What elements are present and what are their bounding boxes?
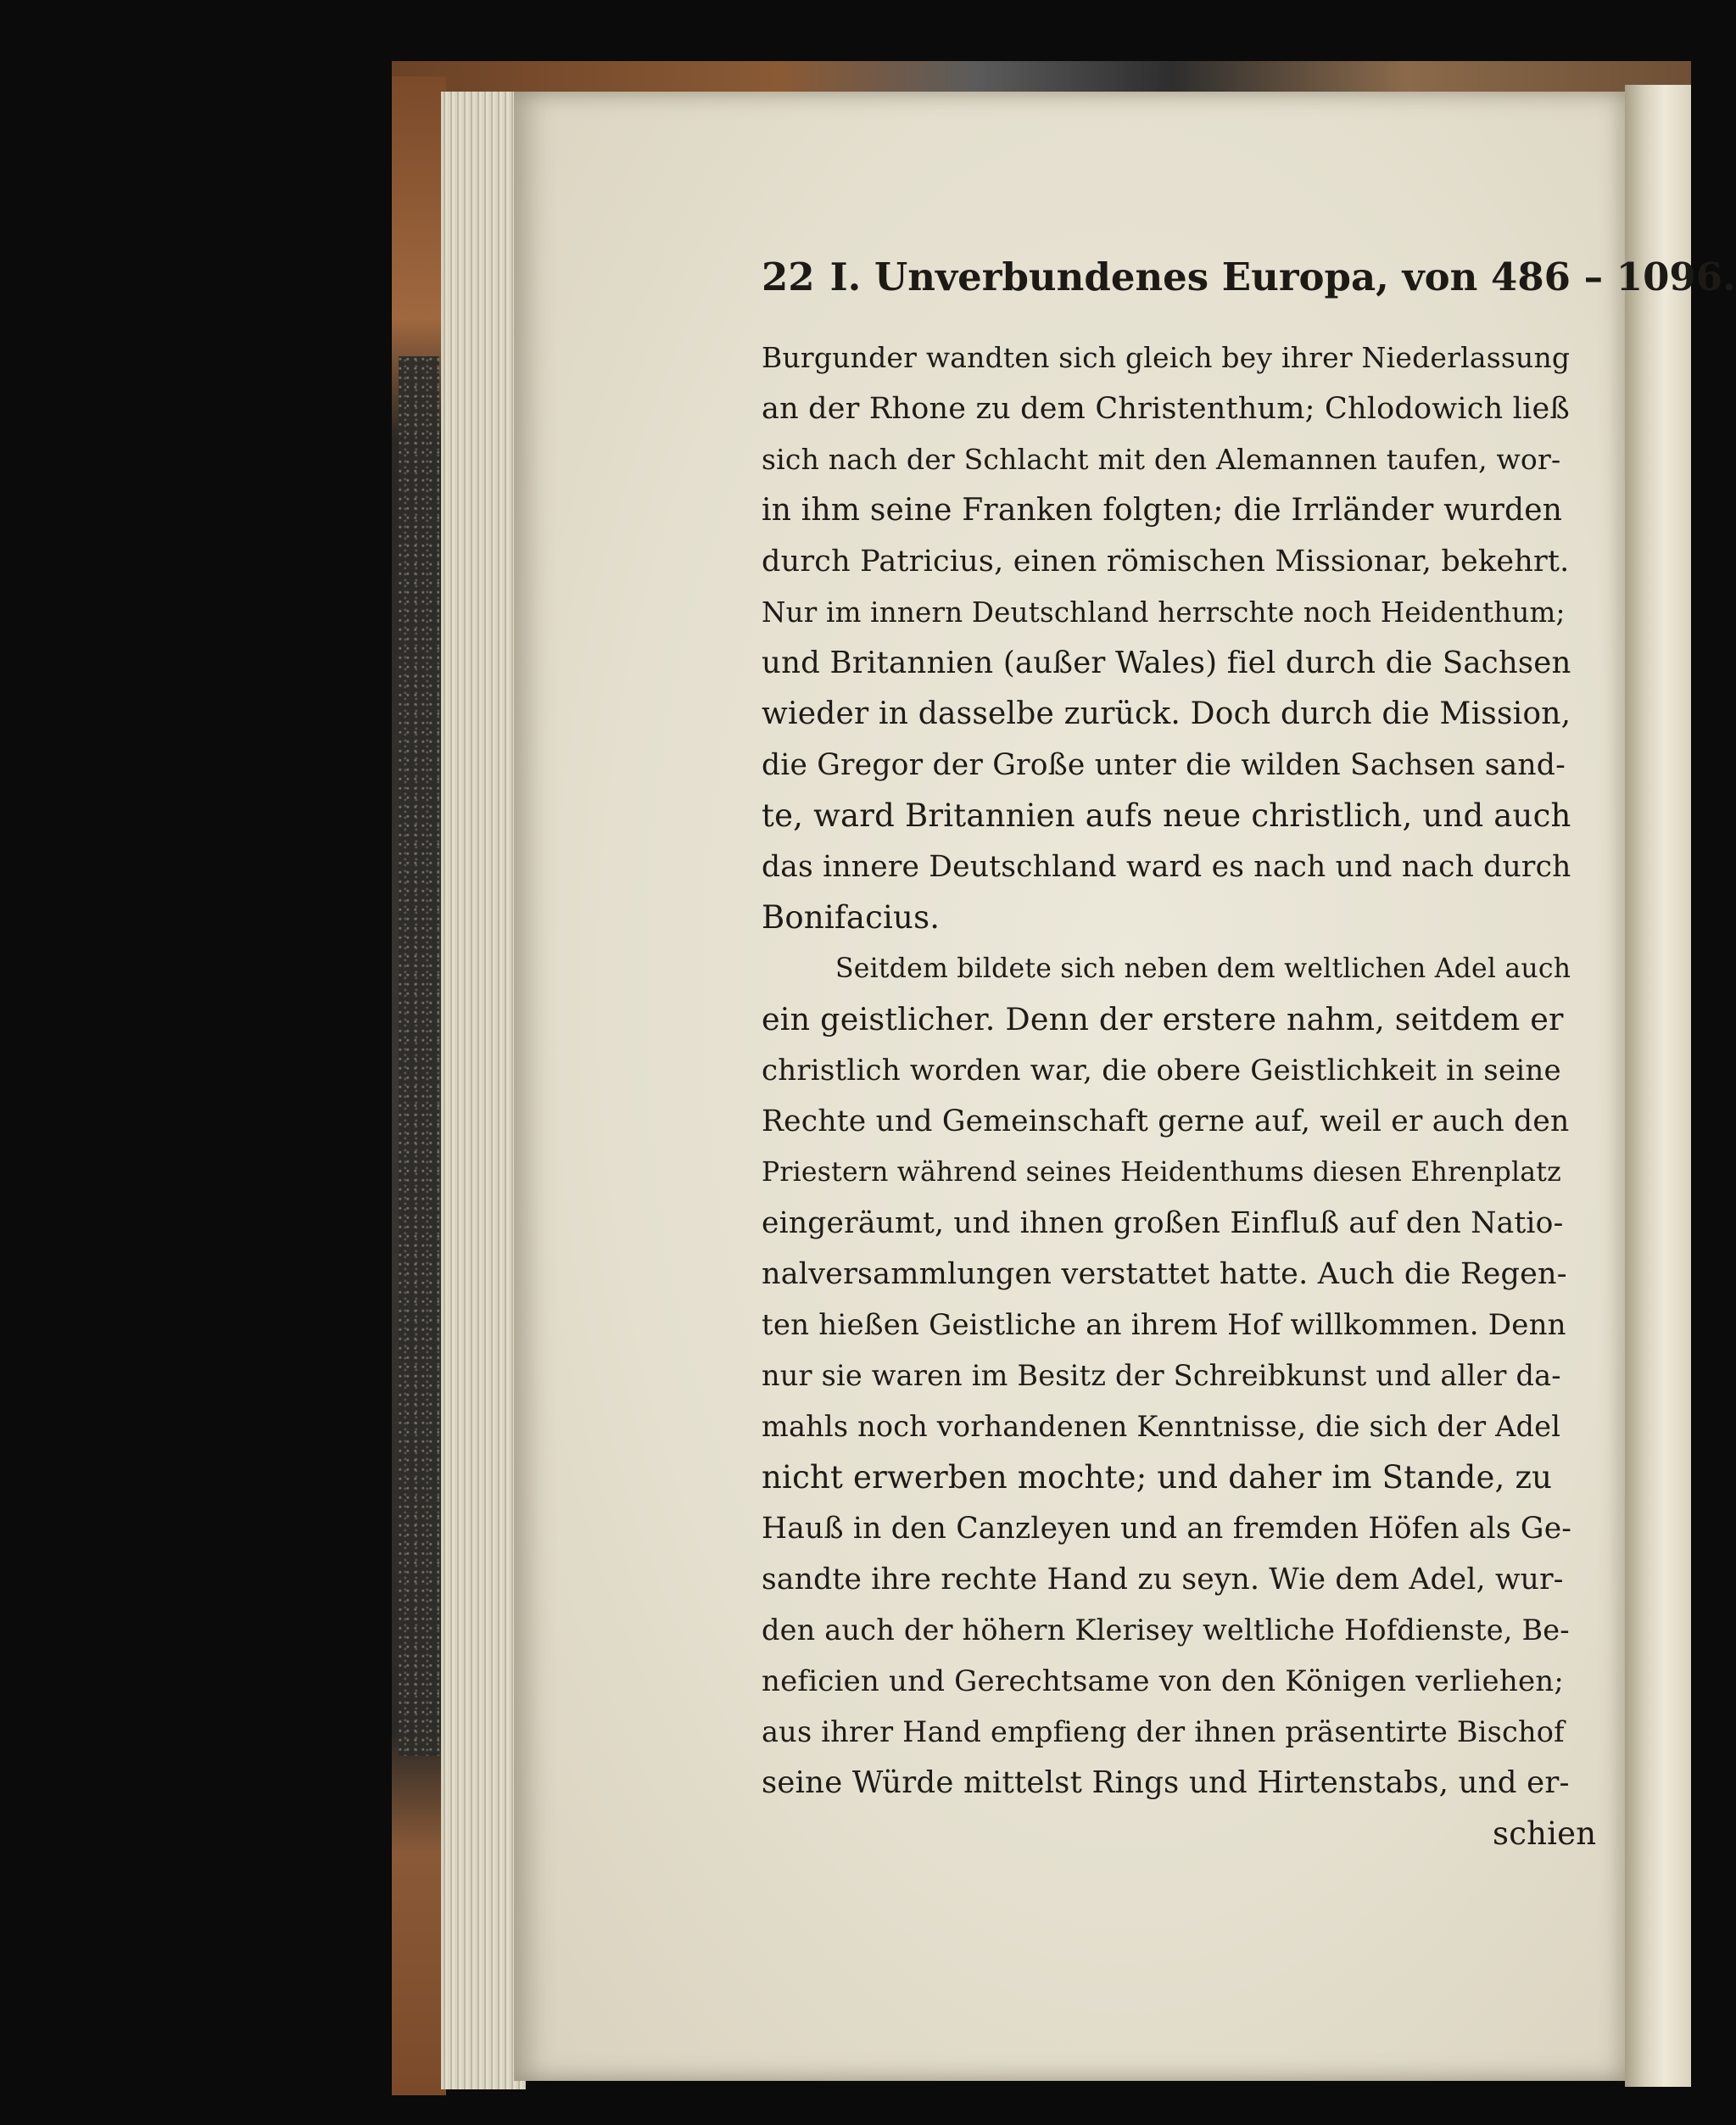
text-line: Nur im innern Deutschland herrschte noch Heidenthum; (762, 596, 1566, 629)
text-line: mahls noch vorhandenen Kenntnisse, die sich der Adel (762, 1410, 1561, 1443)
text-line: das innere Deutschland ward es nach und nach durch (762, 850, 1571, 884)
text-line: Burgunder wandten sich gleich bey ihrer Niederlassung (762, 341, 1571, 374)
text-line: ten hießen Geistliche an ihrem Hof willkommen. Denn (762, 1308, 1566, 1342)
page-stack-edge (441, 92, 526, 2089)
text-line: Rechte und Gemeinschaft gerne auf, weil er auch den (762, 1104, 1570, 1138)
text-line: eingeräumt, und ihnen großen Einfluß auf den Natio- (762, 1206, 1564, 1240)
text-line: den auch der höhern Klerisey weltliche Hofdienste, Be- (762, 1613, 1570, 1647)
text-line: seine Würde mittelst Rings und Hirtenstabs, und er- (762, 1765, 1570, 1800)
text-line: Hauß in den Canzleyen und an fremden Höfen als Ge- (762, 1512, 1572, 1546)
running-title: I. Unverbundenes Europa, von 486 – 1096. (829, 254, 1736, 299)
text-line-indented: Seitdem bildete sich neben dem weltlichen Adel auch (835, 953, 1571, 984)
text-line: sich nach der Schlacht mit den Alemannen taufen, wor- (762, 443, 1561, 476)
text-line: nalversammlungen verstattet hatte. Auch die Regen- (762, 1257, 1567, 1291)
text-line: an der Rhone zu dem Christenthum; Chlodowich ließ (762, 392, 1570, 426)
text-line: christlich worden war, die obere Geistlichkeit in seine (762, 1054, 1561, 1088)
text-line: wieder in dasselbe zurück. Doch durch die Mission, (762, 696, 1571, 731)
text-line: Bonifacius. (762, 899, 941, 936)
facing-page-edge (1625, 85, 1691, 2087)
text-line: und Britannien (außer Wales) fiel durch die Sachsen (762, 646, 1571, 680)
text-line: nicht erwerben mochte; und daher im Stande, zu (762, 1459, 1553, 1496)
text-line: ein geistlicher. Denn der erstere nahm, seitdem er (762, 1001, 1564, 1037)
marbled-spine-pattern (399, 356, 439, 1756)
text-line: aus ihrer Hand empfieng der ihnen präsentirte Bischof (762, 1715, 1565, 1748)
text-line: die Gregor der Große unter die wilden Sachsen sand- (762, 748, 1566, 782)
text-line: te, ward Britannien aufs neue christlich, und auch (762, 797, 1571, 834)
text-line: neficien und Gerechtsame von den Königen verliehen; (762, 1664, 1565, 1698)
catchword: schien (1493, 1815, 1597, 1852)
text-line: in ihm seine Franken folgten; die Irrländer wurden (762, 493, 1563, 528)
text-line: durch Patricius, einen römischen Missionar, bekehrt. (762, 545, 1570, 579)
text-line: Priestern während seines Heidenthums diesen Ehrenplatz (762, 1157, 1561, 1188)
running-header (762, 254, 1736, 314)
text-line: sandte ihre rechte Hand zu seyn. Wie dem Adel, wur- (762, 1563, 1564, 1597)
page-number: 22 (762, 254, 815, 299)
text-line: nur sie waren im Besitz der Schreibkunst und aller da- (762, 1359, 1561, 1392)
